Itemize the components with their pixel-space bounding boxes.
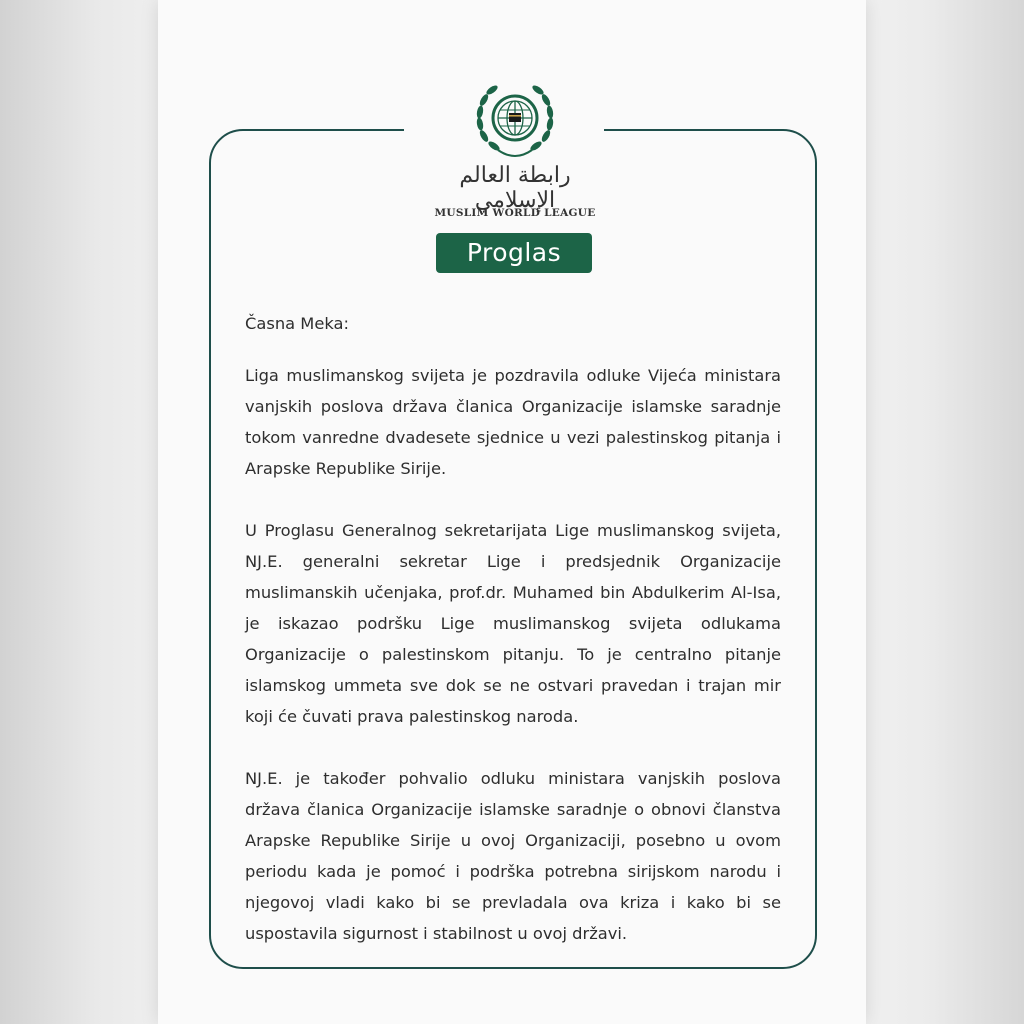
greeting: Časna Meka: [245, 314, 349, 333]
logo-english-title: MUSLIM WORLD LEAGUE [434, 207, 596, 219]
logo-arabic-title: رابطة العالم الإسلامي [459, 163, 571, 213]
paragraph-2: U Proglasu Generalnog sekretarijata Lige muslimanskog svijeta, NJ.E. generalni sekretar Lige i predsjednik Organizacije muslimanskih učenjaka, prof.dr. Muhamed bin Abdulkerim Al-Isa, je iskazao podršku Lige muslimanskog svijeta odlukama Organizacije o palestinskom pitanju. To je centralno pitanje islamskog ummeta sve dok se ne ostvari pravedan i trajan mir koji će čuvati prava palestinskog naroda. [245, 521, 781, 726]
paragraph-3: NJ.E. je također pohvalio odluku ministara vanjskih poslova država članica Organizacije islamske saradnje o obnovi članstva Arapske Republike Sirije u ovoj Organizaciji, posebno u ovom periodu kada je pomoć i podrška potrebna sirijskom narodu i njegovoj vladi kako bi se prevladala ova kriza i kako bi se uspostavila sigurnost i stabilnost u ovoj državi. [245, 769, 781, 943]
proglas-badge: Proglas [436, 233, 592, 273]
background-right [864, 0, 1024, 1024]
paragraph-1: Liga muslimanskog svijeta je pozdravila odluke Vijeća ministara vanjskih poslova država članica Organizacije islamske saradnje tokom vanredne dvadesete sjednice u vezi palestinskog pitanja i Arapske Republike Sirije. [245, 366, 781, 478]
globe-emblem-icon [472, 78, 558, 164]
background-left [0, 0, 160, 1024]
statement-body [245, 308, 781, 949]
